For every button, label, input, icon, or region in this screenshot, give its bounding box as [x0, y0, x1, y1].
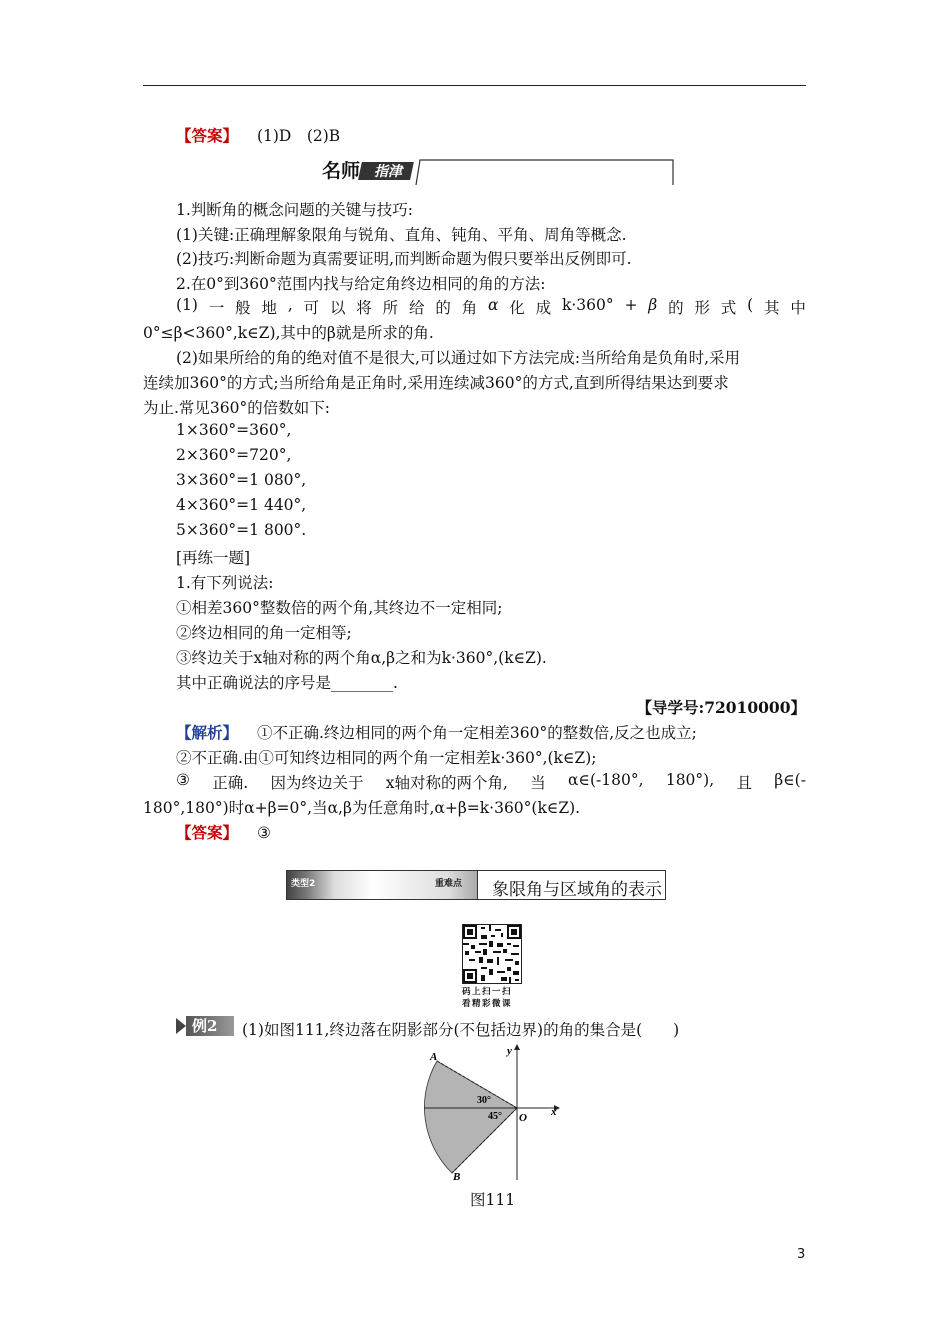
- token: 给: [408, 299, 425, 317]
- token: 180°),: [665, 771, 715, 789]
- shaded-sector: [424, 1061, 517, 1173]
- token: (1): [176, 296, 198, 314]
- method2-line: 连续加360°的方式;当所给角是正角时,采用连续减360°的方式,直到所得结果达到要求: [143, 374, 729, 392]
- practice-prompt: 其中正确说法的序号是________.: [176, 674, 398, 692]
- label-y: y: [507, 1045, 512, 1057]
- analysis-line3: [176, 771, 806, 793]
- tip-line: 2.在0°到360°范围内找与给定角终边相同的角的方法:: [176, 275, 546, 293]
- token: 一: [208, 299, 225, 317]
- analysis-line4: 180°,180°)时α+β=0°,当α,β为任意角时,α+β=k·360°(k∈Z).: [143, 799, 581, 817]
- practice-item: ③终边关于x轴对称的两个角α,β之和为k·360°,(k∈Z).: [176, 649, 547, 667]
- token: (: [747, 296, 754, 314]
- multiple-line: 4×360°=1 440°,: [176, 496, 307, 514]
- token: 正确.: [212, 774, 249, 792]
- practice-item: ②终边相同的角一定相等;: [176, 624, 352, 642]
- method1-line1: [176, 296, 806, 318]
- label-x: x: [551, 1106, 557, 1118]
- practice-ref: 【导学号:72010000】: [636, 698, 806, 717]
- token: α∈(-180°,: [568, 771, 644, 789]
- label-angle-30: 30°: [477, 1095, 491, 1106]
- qr-pattern: [463, 925, 521, 983]
- figure-caption: 图111: [470, 1191, 516, 1209]
- section-tag-left: 类型2: [291, 879, 316, 889]
- tip-header-decoration: [318, 152, 678, 186]
- tip-header-part1: 名师: [322, 160, 361, 182]
- answer-line: [176, 124, 340, 146]
- token: 因为终边关于: [270, 774, 364, 792]
- token: 当: [530, 774, 546, 792]
- label-B: B: [453, 1171, 461, 1183]
- multiple-line: 3×360°=1 080°,: [176, 471, 307, 489]
- token: 其: [764, 299, 780, 317]
- token: ,: [287, 296, 293, 314]
- qr-caption-line: 看精彩微课: [462, 999, 513, 1009]
- token: 角: [461, 299, 478, 317]
- label-A: A: [430, 1051, 438, 1063]
- analysis-label: 【解析】: [176, 723, 239, 742]
- token: 式: [720, 299, 737, 317]
- analysis-line2: ②不正确.由①可知终边相同的两个角一定相差k·360°,(k∈Z);: [176, 749, 597, 767]
- token: k·360°: [561, 296, 614, 314]
- token: 中: [790, 299, 806, 317]
- token: 的: [435, 299, 451, 317]
- token: 所: [382, 299, 399, 317]
- section-heading: [286, 870, 666, 900]
- tip-line: (2)技巧:判断命题为真需要证明,而判断命题为假只要举出反例即可.: [176, 250, 632, 268]
- token: 将: [356, 299, 372, 317]
- answer-text: (1)D (2)B: [256, 127, 341, 145]
- section-tag-right: 重难点: [435, 879, 463, 889]
- tip-line: (1)关键:正确理解象限角与锐角、直角、钝角、平角、周角等概念.: [176, 226, 627, 244]
- method2-line: 为止.常见360°的倍数如下:: [143, 399, 330, 417]
- example-label: 例2: [186, 1016, 234, 1036]
- multiple-line: 1×360°=360°,: [176, 421, 292, 439]
- header-rule: [143, 85, 806, 86]
- y-arrow-icon: [514, 1044, 520, 1050]
- answer-label: 【答案】: [176, 823, 239, 842]
- answer2-line: [176, 821, 271, 843]
- token: β∈(-: [774, 771, 806, 789]
- label-O: O: [519, 1112, 527, 1124]
- token: 般: [235, 299, 251, 317]
- section-title: 象限角与区域角的表示: [492, 880, 662, 900]
- token: 以: [329, 299, 346, 317]
- multiple-line: 2×360°=720°,: [176, 446, 292, 464]
- label-angle-45: 45°: [488, 1111, 502, 1122]
- token: 且: [736, 774, 752, 792]
- token: 可: [303, 299, 320, 317]
- practice-heading: [再练一题]: [176, 549, 251, 567]
- token: 化: [509, 299, 525, 317]
- practice-question: 1.有下列说法:: [176, 574, 274, 592]
- answer-label: 【答案】: [176, 126, 239, 145]
- token: 形: [694, 299, 710, 317]
- page-number: 3: [797, 1247, 806, 1262]
- token: 成: [535, 299, 552, 317]
- section-divider: [477, 871, 478, 899]
- method2-line: (2)如果所给的角的绝对值不是很大,可以通过如下方法完成:当所给角是负角时,采用: [176, 349, 741, 367]
- example-text: (1)如图111,终边落在阴影部分(不包括边界)的角的集合是( ): [242, 1021, 680, 1039]
- qr-code-icon[interactable]: [462, 924, 522, 984]
- tip-header-part2: 指津: [374, 164, 402, 180]
- analysis-text: ①不正确.终边相同的两个角一定相差360°的整数倍,反之也成立;: [256, 724, 697, 742]
- token: +: [624, 296, 638, 314]
- tip-header: [318, 152, 678, 186]
- token: α: [488, 296, 499, 314]
- analysis-line1: [176, 721, 697, 743]
- method1-line2: 0°≤β<360°,k∈Z),其中的β就是所求的角.: [143, 324, 434, 342]
- qr-caption-line: 码上扫一扫: [462, 987, 513, 997]
- angle-figure: [420, 1040, 580, 1185]
- answer-text: ③: [256, 824, 271, 842]
- tip-line: 1.判断角的概念问题的关键与技巧:: [176, 201, 414, 219]
- token: 地: [261, 299, 277, 317]
- token: ③: [176, 771, 190, 789]
- token: β: [648, 296, 658, 314]
- multiple-line: 5×360°=1 800°.: [176, 521, 307, 539]
- practice-item: ①相差360°整数倍的两个角,其终边不一定相同;: [176, 599, 503, 617]
- token: 的: [668, 299, 684, 317]
- token: x轴对称的两个角,: [385, 774, 508, 792]
